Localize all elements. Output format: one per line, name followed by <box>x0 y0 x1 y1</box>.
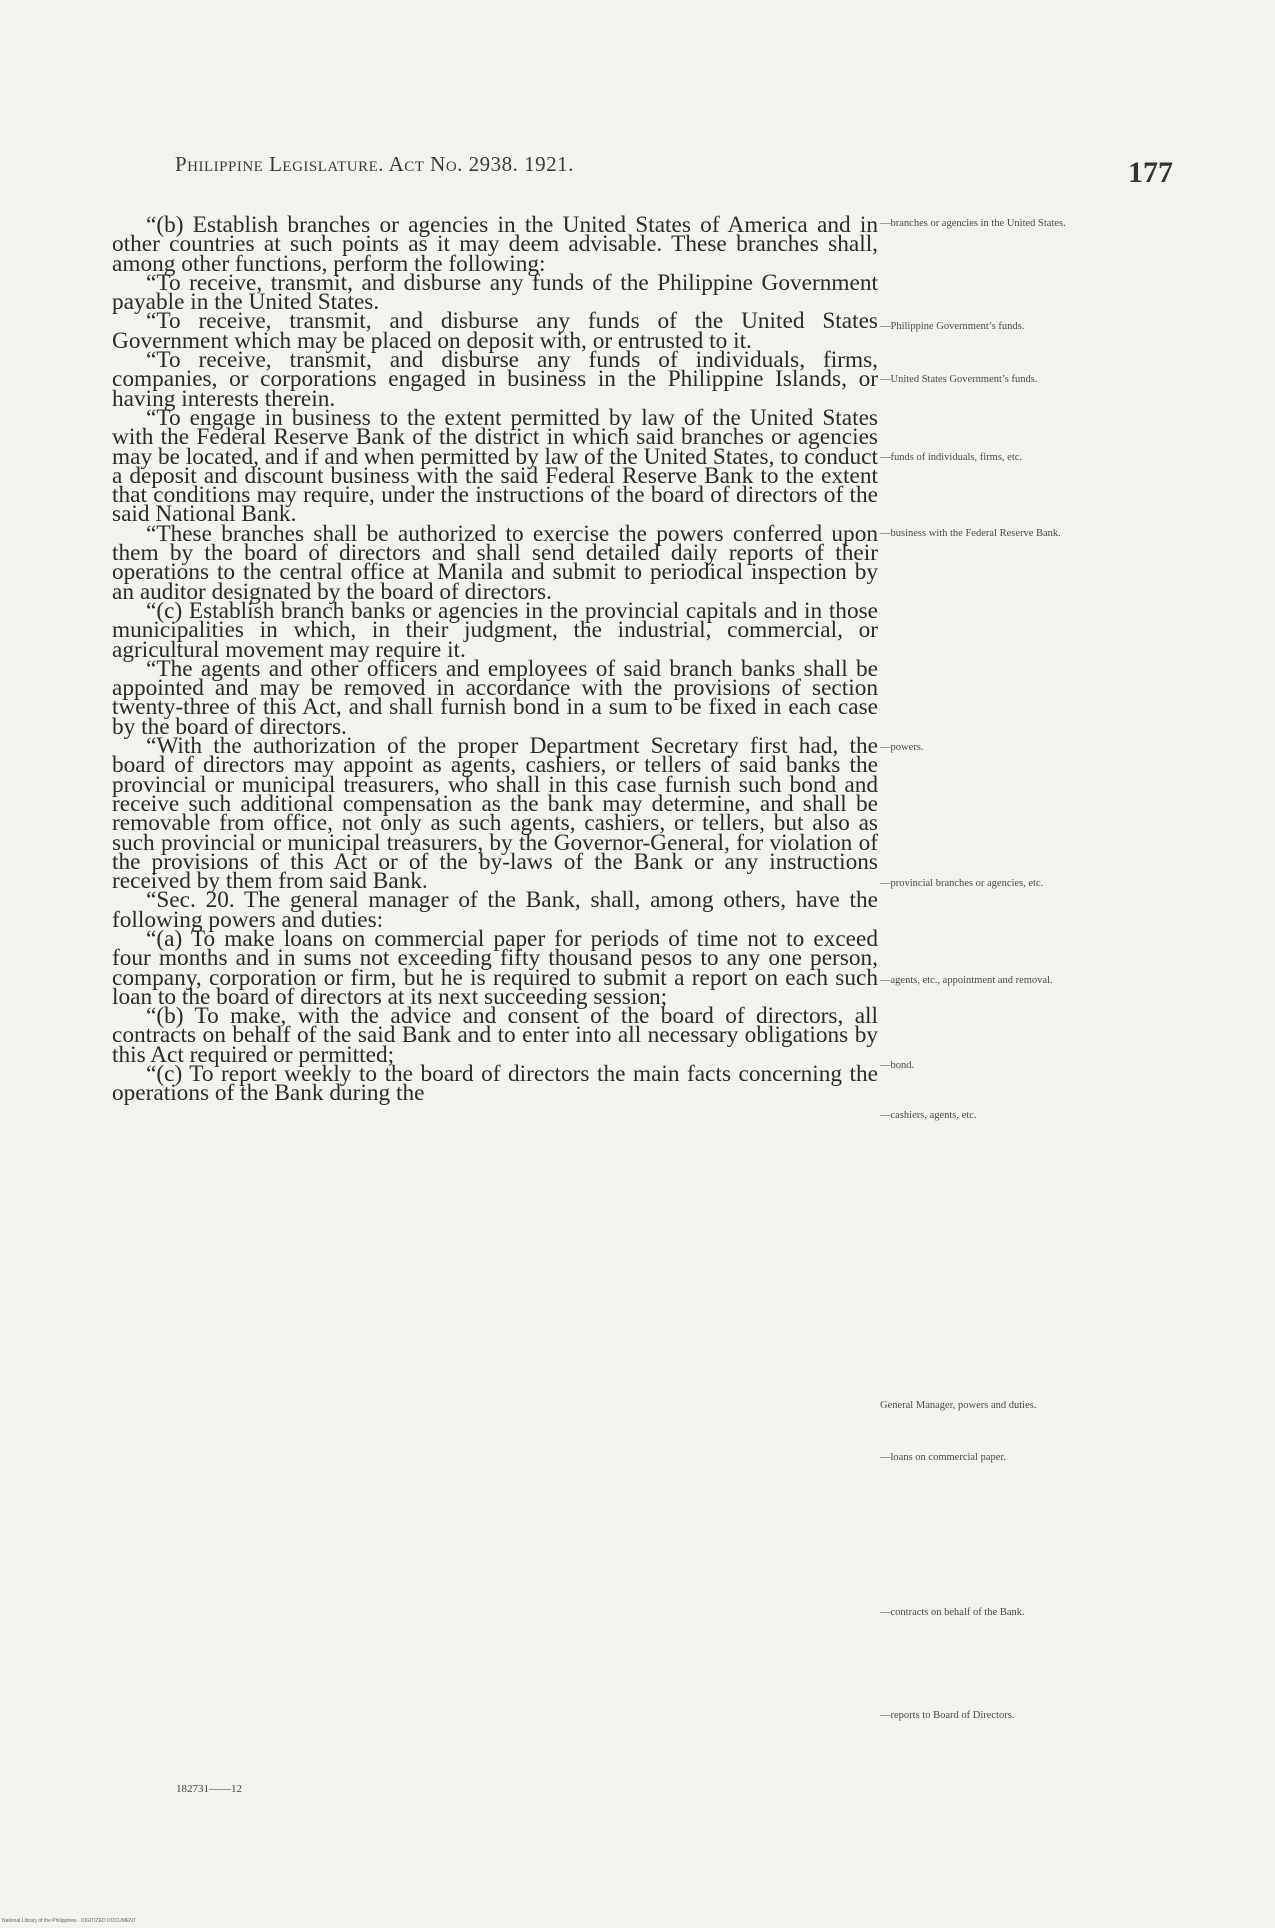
page-number: 177 <box>1128 156 1173 189</box>
running-header: Philippine Legislature. Act No. 2938. 1921. <box>175 152 574 176</box>
margin-note-individual-funds: —funds of individuals, firms, etc. <box>880 452 1023 463</box>
paragraph-c-reports: “(c) To report weekly to the board of directors the main facts concerning the operations of the Bank during the <box>112 1061 878 1107</box>
paragraph-agents: “The agents and other officers and employees of said branch banks shall be appointed and may be removed in accordance with the provisions of section twenty-three of this Act, and shall furnish bond in a sum to be fixed in each case by the board of directors. <box>112 655 878 740</box>
paragraph-powers: “These branches shall be authorized to exercise the powers conferred upon them by the board of directors and shall send detailed daily reports of their operations to the central office at Manila and submit to periodical inspection by an auditor designated by the board of directors. <box>112 520 878 605</box>
paragraph-b-contracts: “(b) To make, with the advice and consent of the board of directors, all contracts on behalf of the said Bank and to enter into all necessary obligations by this Act required or permitted; <box>112 1003 878 1068</box>
paragraph-individual-funds: “To receive, transmit, and disburse any funds of individuals, firms, companies, or corporations engaged in business in the Philippine Islands, or having interests therein. <box>112 347 878 412</box>
paragraph-federal-reserve: “To engage in business to the extent permitted by law of the United States with the Federal Reserve Bank of the district in which said branches or agencies may be located, and if and when permitted by law of the United States, to conduct a deposit and discount business with the said Federal Reserve Bank to the extent that conditions may require, under the instructions of the board of directors of the said National Bank. <box>112 404 878 528</box>
margin-note-reports: —reports to Board of Directors. <box>880 1710 1015 1721</box>
margin-note-philippine-funds: —Philippine Government’s funds. <box>880 321 1025 332</box>
margin-note-cashiers: —cashiers, agents, etc. <box>880 1110 977 1121</box>
margin-note-general-manager: General Manager, powers and duties. <box>880 1400 1037 1411</box>
margin-note-contracts: —contracts on behalf of the Bank. <box>880 1607 1025 1618</box>
margin-note-provincial: —provincial branches or agencies, etc. <box>880 878 1044 889</box>
paragraph-a-loans: “(a) To make loans on commercial paper for periods of time not to exceed four months and in sums not exceeding fifty thousand pesos to any one person, company, corporation or firm, but he is required to submit a report on each such loan to the board of directors at its next succeeding session; <box>112 925 878 1010</box>
margin-note-federal-reserve: —business with the Federal Reserve Bank. <box>880 528 1061 539</box>
body-text <box>112 212 878 1107</box>
paragraph-cashiers: “With the authorization of the proper Department Secretary first had, the board of directors may appoint as agents, cashiers, or tellers of said banks the provincial or municipal treasurers, who shall in this case furnish such bond and receive such additional compensation as the bank may determine, and shall be removable from office, not only as such agents, cashiers, or tellers, but also as such provincial or municipal treasurers, by the Governor-General, for violation of the provisions of this Act or of the by-laws of the Bank or any instructions received by them from said Bank. <box>112 733 878 895</box>
margin-note-us-funds: —United States Government’s funds. <box>880 374 1038 385</box>
margin-note-loans: —loans on commercial paper. <box>880 1452 1006 1463</box>
paragraph-philippine-funds: “To receive, transmit, and disburse any funds of the Philippine Government payable in the United States. <box>112 269 878 316</box>
margin-note-agents: —agents, etc., appointment and removal. <box>880 975 1053 986</box>
margin-note-powers: —powers. <box>880 742 924 753</box>
paragraph-sec-20: “Sec. 20. The general manager of the Bank, shall, among others, have the following powers and duties: <box>112 887 878 933</box>
margin-note-branches: —branches or agencies in the United States. <box>880 218 1066 229</box>
paragraph-us-funds: “To receive, transmit, and disburse any funds of the United States Government which may be placed on deposit with, or entrusted to it. <box>112 308 878 354</box>
scan-credit: National Library of the Philippines · DIGITIZED DOCUMENT <box>2 1918 136 1924</box>
paragraph-b-branches: “(b) Establish branches or agencies in the United States of America and in other countries at such points as it may deem advisable. These branches shall, among other functions, perform the following: <box>112 212 878 277</box>
paragraph-c-provincial: “(c) Establish branch banks or agencies in the provincial capitals and in those municipalities in which, in their judgment, the industrial, commercial, or agricultural movement may require it. <box>112 597 878 663</box>
printer-signature: 182731——12 <box>176 1783 242 1795</box>
margin-note-bond: —bond. <box>880 1060 915 1071</box>
